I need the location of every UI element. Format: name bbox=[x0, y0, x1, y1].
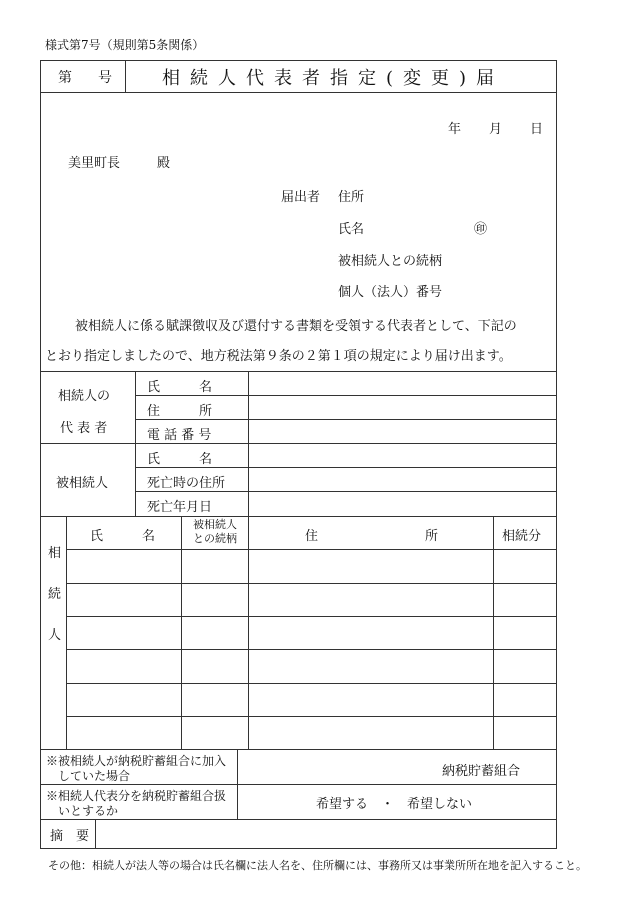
heirs-side-label-1: 相 bbox=[48, 546, 62, 561]
association-value1: 納税貯蓄組合 bbox=[442, 764, 521, 779]
number-label-dai: 第 bbox=[58, 70, 72, 86]
heir-row[interactable] bbox=[67, 650, 556, 682]
decedent-death-date-input[interactable] bbox=[250, 492, 555, 515]
association-label1-line1: ※被相続人が納税貯蓄組合に加入 bbox=[46, 754, 227, 768]
remarks-label: 摘 要 bbox=[50, 829, 90, 844]
heirs-col-name: 氏 名 bbox=[90, 529, 156, 544]
association-label1-line2: していた場合 bbox=[58, 769, 131, 783]
decedent-name-input[interactable] bbox=[250, 444, 555, 466]
representative-field-name: 氏 名 bbox=[147, 380, 213, 395]
heir-row[interactable] bbox=[67, 717, 556, 748]
representative-field-address: 住 所 bbox=[147, 404, 213, 419]
filer-name-label: 氏名 bbox=[338, 222, 365, 237]
heirs-col-address-1: 住 bbox=[305, 529, 319, 544]
heir-row[interactable] bbox=[67, 684, 556, 715]
decedent-label: 被相続人 bbox=[56, 476, 109, 491]
representative-phone-input[interactable] bbox=[250, 420, 555, 442]
decedent-field-death-date: 死亡年月日 bbox=[147, 500, 213, 515]
filer-label: 届出者 bbox=[281, 190, 321, 205]
date-day: 日 bbox=[530, 122, 544, 137]
filer-address-label: 住所 bbox=[338, 190, 365, 205]
association-value2[interactable]: 希望する ・ 希望しない bbox=[316, 797, 473, 812]
number-label-go: 号 bbox=[98, 70, 112, 86]
heir-row[interactable] bbox=[67, 550, 556, 582]
seal-icon: ㊞ bbox=[474, 222, 488, 237]
decedent-field-name: 氏 名 bbox=[147, 452, 213, 467]
form-title: 相続人代表者指定(変更)届 bbox=[162, 68, 505, 89]
filer-id-number-label: 個人（法人）番号 bbox=[338, 285, 443, 300]
representative-field-phone: 電 話 番 号 bbox=[147, 428, 212, 443]
representative-address-input[interactable] bbox=[250, 396, 555, 418]
representative-label-2: 代 表 者 bbox=[60, 421, 108, 436]
decedent-address-input[interactable] bbox=[250, 468, 555, 490]
addressee-name: 美里町長 bbox=[68, 156, 121, 171]
heir-row[interactable] bbox=[67, 584, 556, 615]
heirs-col-address-2: 所 bbox=[425, 529, 439, 544]
representative-name-input[interactable] bbox=[250, 372, 555, 394]
heirs-col-relation-2: との続柄 bbox=[193, 532, 237, 545]
association-label2-line2: いとするか bbox=[58, 804, 119, 818]
association-label2-line1: ※相続人代表分を納税貯蓄組合扱 bbox=[46, 789, 227, 803]
body-text-line2: とおり指定しましたので、地方税法第９条の２第１項の規定により届け出ます。 bbox=[45, 349, 512, 364]
heirs-side-label-3: 人 bbox=[48, 628, 62, 643]
addressee-honorific: 殿 bbox=[157, 156, 171, 171]
representative-label-1: 相続人の bbox=[58, 389, 111, 404]
heir-row[interactable] bbox=[67, 617, 556, 648]
remarks-input[interactable] bbox=[97, 820, 555, 847]
heirs-side-label-2: 続 bbox=[48, 587, 62, 602]
footnote: その他：相続人が法人等の場合は氏名欄に法人名を、住所欄には、事務所又は事業所所在地を記入すること。 bbox=[48, 859, 587, 872]
decedent-field-address: 死亡時の住所 bbox=[147, 476, 226, 491]
date-month: 月 bbox=[489, 122, 503, 137]
date-year: 年 bbox=[448, 122, 462, 137]
body-text-line1: 被相続人に係る賦課徴収及び還付する書類を受領する代表者として、下記の bbox=[75, 319, 517, 334]
heirs-col-relation-1: 被相続人 bbox=[193, 518, 237, 531]
form-number: 様式第7号（規則第5条関係） bbox=[45, 38, 205, 52]
filer-relation-label: 被相続人との続柄 bbox=[338, 254, 443, 269]
heirs-col-share: 相続分 bbox=[502, 529, 542, 544]
